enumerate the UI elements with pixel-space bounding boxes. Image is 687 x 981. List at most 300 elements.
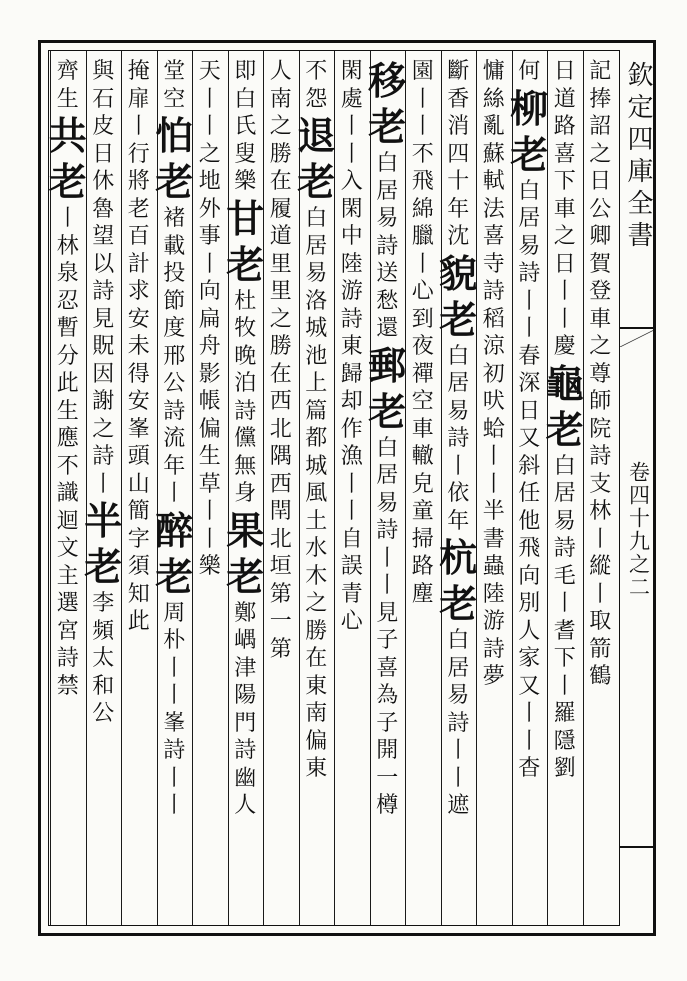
text-character: 支 (589, 471, 612, 497)
text-character: 詔 (589, 114, 612, 139)
text-character: 履 (269, 196, 292, 222)
text-character: 都 (305, 426, 328, 451)
text-character: 為 (376, 683, 399, 708)
heading-character: 甘 (226, 195, 265, 241)
text-character: 之 (269, 306, 292, 332)
text-character: 丨 (518, 701, 541, 726)
text-character: 北 (269, 416, 292, 442)
text-character: 丨 (553, 306, 576, 332)
text-character: 蛤 (482, 416, 505, 442)
text-character: 城 (305, 453, 328, 479)
text-character: 蟲 (482, 554, 505, 579)
text-character: 和 (92, 673, 115, 699)
text-character: 日 (589, 169, 612, 194)
text-character: 主 (56, 563, 79, 589)
text-character: 草 (198, 471, 221, 497)
text-character: 第 (269, 581, 292, 607)
text-character: 之 (589, 141, 612, 167)
text-character: 師 (589, 389, 612, 414)
text-character: 丨 (447, 738, 470, 763)
text-character: 白 (376, 435, 399, 461)
text-character: 鶴 (589, 664, 612, 689)
text-character: 人 (518, 618, 541, 644)
text-character: 任 (518, 481, 541, 506)
text-character: 安 (127, 389, 150, 414)
text-character: 毛 (553, 563, 576, 589)
heading-character: 老 (510, 131, 549, 177)
text-character: 池 (305, 343, 328, 369)
text-character: 蘇 (482, 141, 505, 167)
text-character: 詩 (340, 306, 363, 332)
text-character: 影 (198, 361, 221, 387)
text-character: 在 (305, 646, 328, 671)
text-character: 丨 (376, 545, 399, 571)
text-character: 丨 (340, 114, 363, 139)
text-character: 樂 (234, 169, 257, 194)
banner-title (622, 61, 654, 253)
text-character: 捧 (589, 86, 612, 112)
text-character: 心 (411, 279, 434, 304)
text-character: 暫 (56, 316, 79, 341)
text-character: 未 (127, 334, 150, 359)
text-character: 牧 (234, 316, 257, 341)
text-character: 垣 (269, 554, 292, 579)
column-rule (476, 51, 477, 925)
text-character: 求 (127, 279, 150, 304)
text-character: 之 (589, 334, 612, 359)
heading-character: 老 (297, 159, 336, 204)
text-character: 游 (340, 279, 363, 304)
text-character: 天 (198, 59, 221, 84)
text-character: 計 (127, 251, 150, 277)
text-character: 邢 (163, 343, 186, 369)
text-character: 丨 (163, 683, 186, 708)
text-character: 怨 (305, 86, 328, 112)
text-column (194, 58, 226, 920)
text-character: 安 (127, 306, 150, 332)
heading-character: 老 (439, 581, 478, 626)
text-character: 地 (198, 169, 221, 194)
text-character: 還 (376, 316, 399, 341)
heading-character: 老 (84, 544, 123, 589)
text-character: 丨 (553, 279, 576, 304)
text-character: 之 (553, 224, 576, 249)
fishtail-mark-top (620, 327, 656, 349)
text-character: 十 (447, 169, 470, 194)
text-character: 年 (447, 508, 470, 534)
text-character: 皃 (411, 471, 434, 497)
text-character: 丨 (163, 481, 186, 506)
text-character: 處 (340, 86, 363, 112)
text-column (226, 58, 265, 920)
text-character: 易 (518, 233, 541, 259)
text-character: 空 (163, 86, 186, 112)
text-character: 白 (447, 343, 470, 369)
text-character: 峯 (163, 710, 186, 736)
text-character: 丨 (447, 765, 470, 791)
text-character: 易 (305, 261, 328, 286)
text-character: 道 (553, 86, 576, 112)
text-character: 之 (92, 416, 115, 442)
text-character: 詩 (163, 738, 186, 763)
text-character: 以 (92, 251, 115, 277)
text-character: 勝 (305, 618, 328, 644)
text-character: 詩 (553, 536, 576, 561)
text-character: 車 (589, 306, 612, 332)
text-character: 尊 (589, 361, 612, 387)
text-character: 生 (56, 86, 79, 112)
text-character: 丨 (340, 499, 363, 524)
text-character: 選 (56, 591, 79, 616)
text-character: 老 (127, 196, 150, 222)
text-character: 白 (553, 453, 576, 479)
text-character: 無 (234, 453, 257, 479)
text-character: 人 (234, 793, 257, 818)
text-character: 陽 (234, 683, 257, 708)
text-character: 路 (553, 114, 576, 139)
text-character: 不 (305, 59, 328, 84)
text-character: 日 (553, 59, 576, 84)
text-character: 軾 (482, 169, 505, 194)
text-character: 百 (127, 224, 150, 249)
text-character: 斜 (518, 453, 541, 479)
text-character: 貺 (92, 334, 115, 359)
text-character: 城 (305, 316, 328, 341)
text-character: 誤 (340, 554, 363, 579)
text-character: 風 (305, 481, 328, 506)
text-character: 漁 (340, 444, 363, 469)
text-column (48, 58, 87, 920)
text-character: 飛 (411, 169, 434, 194)
text-character: 杳 (518, 756, 541, 781)
text-character: 嵎 (234, 628, 257, 653)
text-character: 日 (518, 398, 541, 424)
column-rule (263, 51, 264, 925)
text-character: 半 (482, 499, 505, 524)
text-character: 李 (92, 591, 115, 616)
text-character: 又 (518, 673, 541, 699)
text-character: 隱 (553, 728, 576, 754)
text-character: 斷 (447, 59, 470, 84)
text-character: 詩 (92, 279, 115, 304)
text-character: 掃 (411, 526, 434, 552)
text-character: 下 (553, 169, 576, 194)
text-character: 香 (447, 86, 470, 112)
text-character: 氏 (234, 114, 257, 139)
text-character: 林 (589, 499, 612, 524)
text-character: 篇 (305, 398, 328, 424)
text-character: 之 (269, 114, 292, 139)
text-character: 耆 (553, 618, 576, 644)
text-character: 山 (127, 471, 150, 497)
text-character: 度 (163, 316, 186, 341)
text-character: 法 (482, 196, 505, 222)
text-character: 識 (56, 481, 79, 506)
text-character: 東 (305, 756, 328, 781)
text-character: 喜 (376, 655, 399, 681)
text-character: 却 (340, 389, 363, 414)
text-character: 園 (411, 59, 434, 84)
text-character: 丨 (163, 793, 186, 818)
text-character: 別 (518, 591, 541, 616)
text-character: 簡 (127, 499, 150, 524)
text-character: 林 (56, 233, 79, 259)
text-column (368, 58, 407, 920)
text-character: 見 (376, 600, 399, 626)
text-character: 里 (269, 279, 292, 304)
text-character: 與 (92, 59, 115, 84)
text-character: 心 (340, 609, 363, 634)
text-character: 帳 (198, 389, 221, 414)
text-character: 人 (269, 59, 292, 84)
text-character: 行 (127, 141, 150, 167)
text-character: 童 (411, 499, 434, 524)
text-character: 應 (56, 426, 79, 451)
text-character: 丨 (518, 288, 541, 314)
text-character: 太 (92, 646, 115, 671)
text-character: 扁 (198, 306, 221, 332)
text-character: 向 (518, 563, 541, 589)
text-character: 白 (376, 151, 399, 176)
text-column (155, 58, 194, 920)
text-character: 偏 (305, 728, 328, 754)
text-character: 易 (447, 683, 470, 708)
text-character: 生 (56, 398, 79, 424)
text-character: 石 (92, 86, 115, 112)
text-character: 樂 (198, 554, 221, 579)
banner-volume (624, 461, 652, 599)
text-character: 臘 (411, 224, 434, 249)
text-character: 在 (269, 361, 292, 387)
text-character: 丨 (447, 453, 470, 479)
text-character: 歸 (340, 361, 363, 387)
text-character: 里 (269, 251, 292, 277)
text-character: 賀 (589, 251, 612, 277)
text-column (336, 58, 368, 920)
column-rule (583, 51, 584, 925)
text-character: 涼 (482, 334, 505, 359)
text-character: 書 (482, 526, 505, 552)
text-character: 得 (127, 361, 150, 387)
text-character: 杜 (234, 288, 257, 314)
text-character: 一 (269, 609, 292, 634)
text-character: 閈 (269, 499, 292, 524)
text-column (510, 58, 549, 920)
text-character: 公 (589, 196, 612, 222)
heading-character: 龜 (545, 360, 584, 406)
text-character: 丨 (198, 526, 221, 552)
text-character: 絲 (482, 86, 505, 112)
text-character: 土 (305, 508, 328, 534)
text-character: 空 (411, 389, 434, 414)
text-character: 即 (234, 59, 257, 84)
text-character: 居 (376, 463, 399, 488)
text-character: 丨 (198, 114, 221, 139)
text-character: 綿 (411, 196, 434, 222)
text-character: 居 (447, 371, 470, 396)
text-character: 院 (589, 416, 612, 442)
text-character: 白 (447, 628, 470, 653)
text-character: 東 (305, 673, 328, 699)
text-character: 路 (411, 554, 434, 579)
text-character: 子 (376, 710, 399, 736)
text-character: 頭 (127, 444, 150, 469)
text-character: 送 (376, 261, 399, 286)
text-character: 周 (163, 600, 186, 626)
text-character: 丨 (340, 141, 363, 167)
text-character: 作 (340, 416, 363, 442)
text-character: 取 (589, 609, 612, 634)
text-character: 望 (92, 224, 115, 249)
text-column (84, 58, 123, 920)
text-character: 舟 (198, 334, 221, 359)
text-character: 北 (269, 526, 292, 552)
heading-character: 老 (439, 296, 478, 342)
text-character: 下 (553, 646, 576, 671)
text-character: 白 (518, 178, 541, 204)
text-character: 易 (376, 206, 399, 231)
heading-character: 老 (226, 553, 265, 599)
text-character: 休 (92, 169, 115, 194)
text-character: 丨 (411, 251, 434, 277)
column-rule (121, 51, 122, 925)
text-character: 詩 (163, 398, 186, 424)
text-character: 分 (56, 343, 79, 369)
heading-character: 柳 (510, 85, 549, 131)
text-character: 詩 (482, 636, 505, 662)
text-character: 叟 (234, 141, 257, 167)
text-character: 詩 (518, 261, 541, 286)
text-character: 羅 (553, 701, 576, 726)
text-character: 西 (269, 471, 292, 497)
text-character: 身 (234, 481, 257, 506)
text-column (585, 58, 617, 920)
text-character: 西 (269, 389, 292, 414)
text-character: 丨 (518, 728, 541, 754)
text-character: 塵 (411, 581, 434, 607)
text-character: 愁 (376, 288, 399, 314)
text-character: 日 (553, 251, 576, 277)
text-character: 易 (447, 398, 470, 424)
text-character: 詩 (482, 279, 505, 304)
side-banner (620, 51, 656, 925)
text-character: 扉 (127, 86, 150, 112)
text-character: 丨 (411, 114, 434, 139)
fishtail-mark-bottom (620, 846, 656, 848)
text-character: 詩 (589, 444, 612, 469)
text-character: 丨 (198, 499, 221, 524)
text-character: 丨 (127, 114, 150, 139)
text-character: 丨 (198, 251, 221, 277)
text-character: 朴 (163, 628, 186, 653)
text-character: 詩 (234, 738, 257, 763)
text-character: 掩 (127, 59, 150, 84)
text-character: 年 (163, 453, 186, 479)
text-character: 不 (56, 453, 79, 479)
text-character: 吠 (482, 389, 505, 414)
text-character: 載 (163, 233, 186, 259)
text-character: 閑 (340, 59, 363, 84)
text-character: 偏 (198, 416, 221, 442)
column-rule (512, 51, 513, 925)
text-character: 自 (340, 526, 363, 552)
text-character: 樽 (376, 793, 399, 818)
column-rule (228, 51, 229, 925)
text-character: 夢 (482, 664, 505, 689)
text-character: 頻 (92, 618, 115, 644)
text-character: 流 (163, 426, 186, 451)
text-character: 遮 (447, 793, 470, 818)
text-character: 卿 (589, 224, 612, 249)
text-character: 第 (269, 636, 292, 662)
text-character: 丨 (163, 765, 186, 791)
text-character: 勝 (269, 334, 292, 359)
text-character: 文 (56, 536, 79, 561)
text-character: 隅 (269, 444, 292, 469)
text-character: 陸 (340, 251, 363, 277)
text-character: 他 (518, 508, 541, 534)
text-character: 詩 (234, 398, 257, 424)
text-character: 詩 (376, 518, 399, 543)
text-character: 閑 (340, 196, 363, 222)
text-character: 稻 (482, 306, 505, 332)
text-character: 箭 (589, 636, 612, 662)
text-character: 入 (340, 169, 363, 194)
text-character: 之 (198, 141, 221, 167)
text-character: 知 (127, 581, 150, 607)
heading-character: 老 (48, 159, 87, 204)
text-character: 四 (447, 141, 470, 167)
text-character: 家 (518, 646, 541, 671)
text-character: 丨 (56, 206, 79, 231)
text-character: 向 (198, 279, 221, 304)
text-character: 南 (269, 86, 292, 112)
text-character: 須 (127, 554, 150, 579)
text-character: 沈 (447, 224, 470, 249)
text-character: 泉 (56, 261, 79, 286)
text-character: 居 (305, 233, 328, 259)
text-character: 南 (305, 701, 328, 726)
heading-character: 老 (368, 104, 407, 149)
banner-volume-text: 卷四十九之二 (626, 461, 651, 599)
text-character: 開 (376, 738, 399, 763)
text-character: 詩 (447, 426, 470, 451)
text-character: 轍 (411, 444, 434, 469)
text-character: 禪 (411, 361, 434, 387)
text-character: 生 (198, 444, 221, 469)
text-character: 之 (305, 591, 328, 616)
text-column (478, 58, 510, 920)
text-character: 到 (411, 306, 434, 332)
text-character: 見 (92, 306, 115, 332)
text-character: 一 (376, 765, 399, 791)
text-character: 游 (482, 609, 505, 634)
heading-character: 老 (155, 553, 194, 599)
column-rule (441, 51, 442, 925)
text-character: 木 (305, 563, 328, 589)
text-character: 寺 (482, 251, 505, 277)
text-character: 子 (376, 628, 399, 653)
banner-title-text: 欽定四庫全書 (623, 61, 653, 253)
text-character: 日 (92, 141, 115, 167)
text-character: 公 (92, 701, 115, 726)
text-character: 喜 (553, 141, 576, 167)
text-character: 丨 (198, 86, 221, 112)
text-character: 又 (518, 426, 541, 451)
text-character: 褚 (163, 206, 186, 231)
text-character: 依 (447, 481, 470, 506)
text-character: 居 (518, 206, 541, 231)
